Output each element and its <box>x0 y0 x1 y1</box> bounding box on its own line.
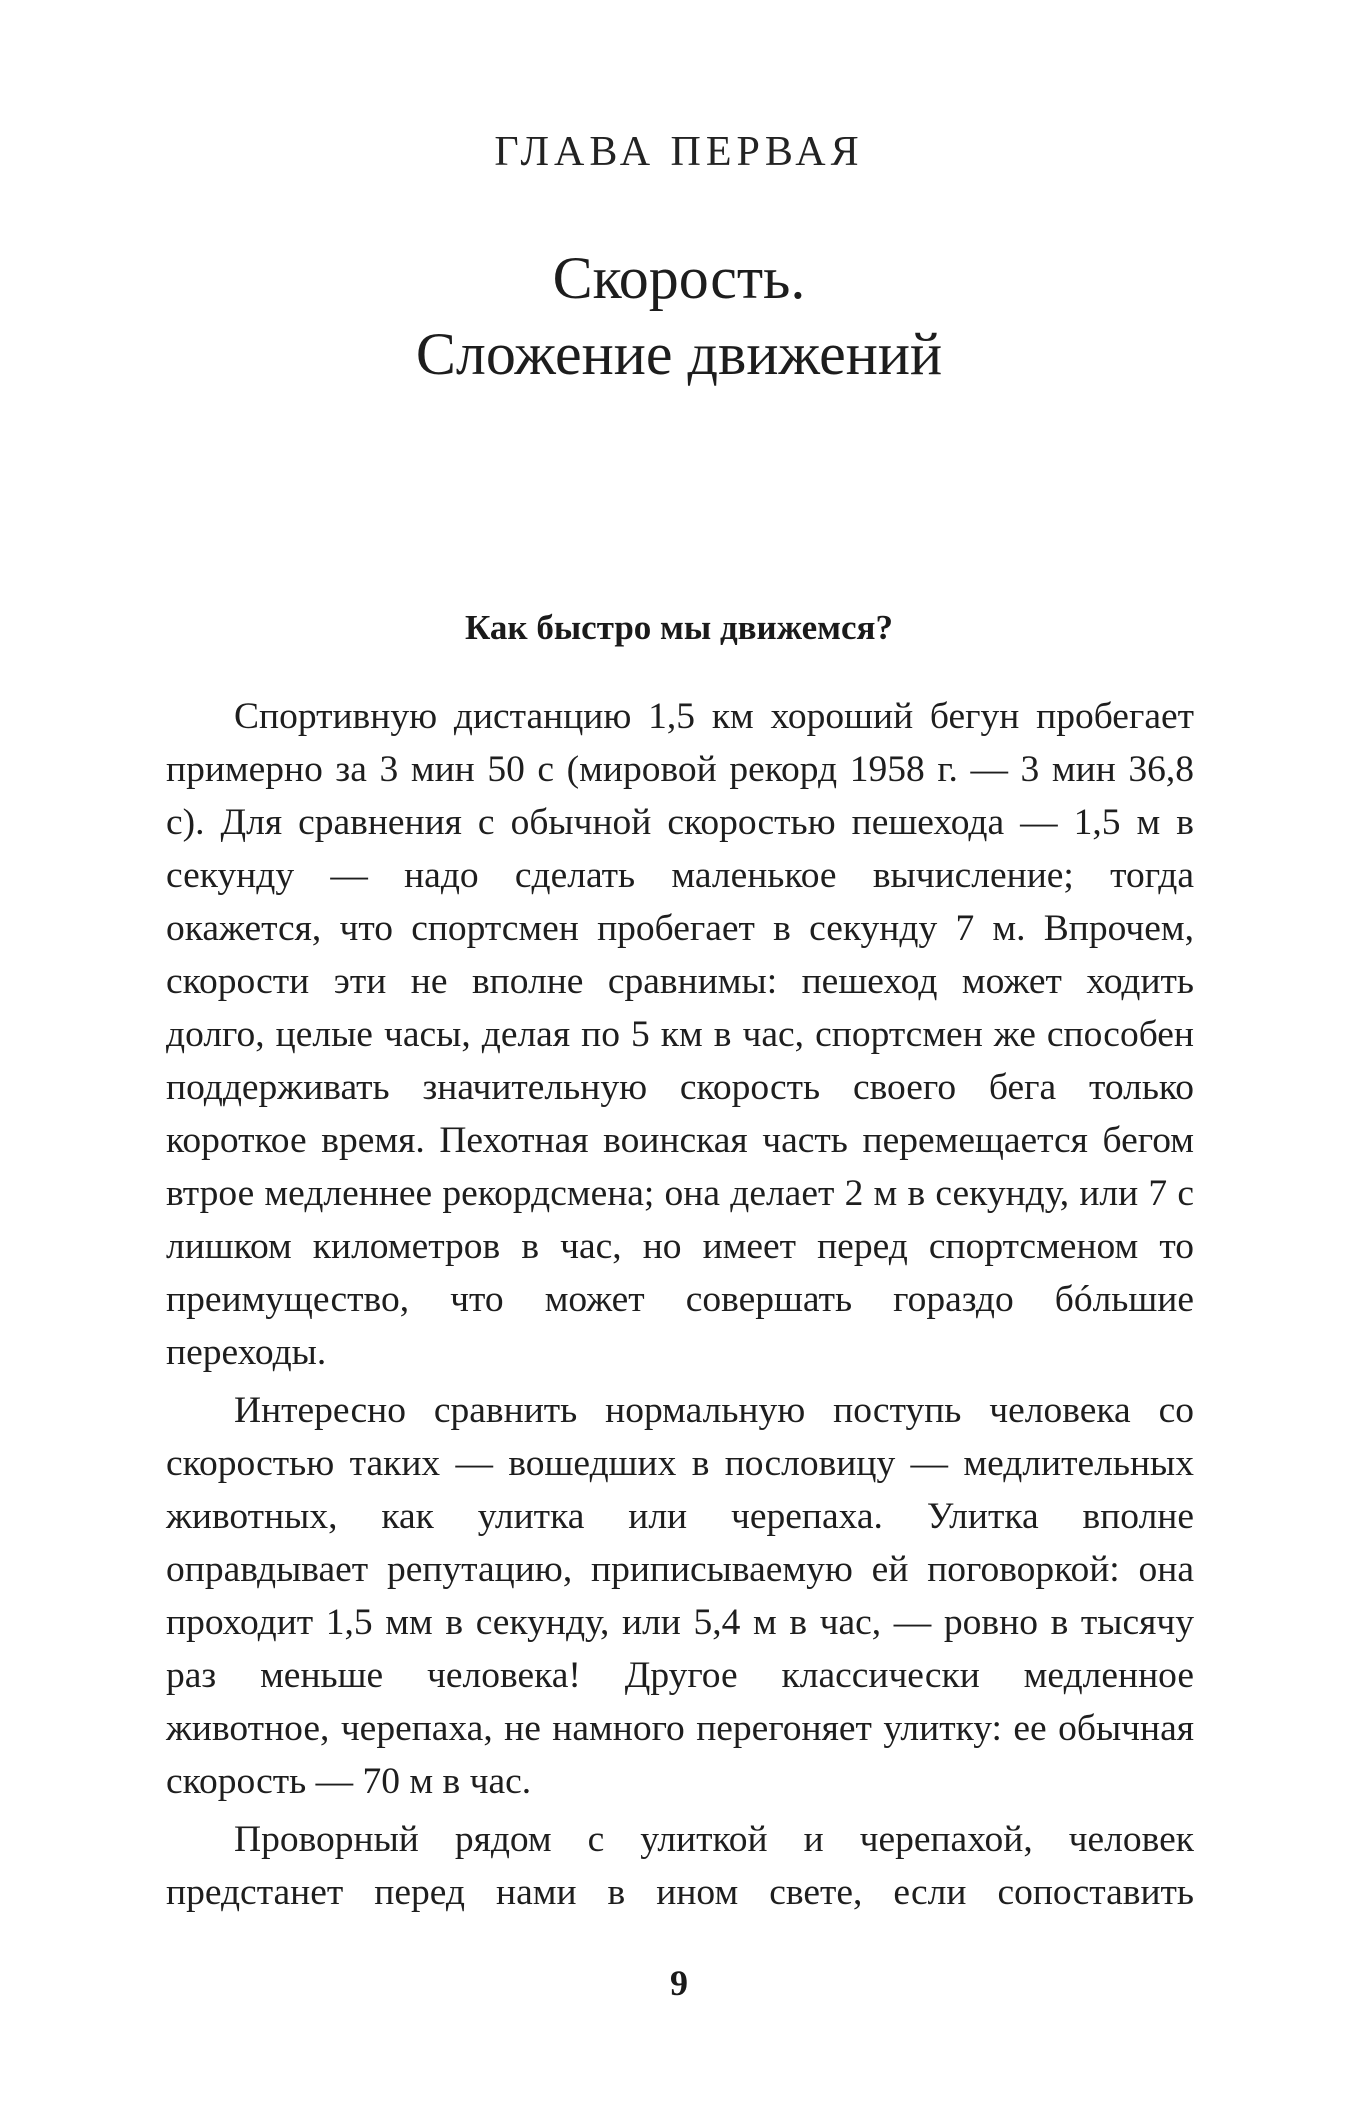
paragraph-2: Интересно сравнить нормальную поступь человека со скоростью таких — вошедших в пословицу — медлительных животных, как улитка или черепаха. Улитка вполне оправдывает репутацию, приписываемую ей поговоркой: она проходит 1,5 мм в секунду, или 5,4 м в час, — ровно в тысячу раз меньше человека! Другое классически медленное животное, черепаха, не намного перегоняет улитку: ее обычная скорость — 70 м в час. <box>166 1390 1194 1802</box>
chapter-title-line-1: Скорость. <box>552 245 806 311</box>
chapter-title-line-2: Сложение движений <box>415 321 943 387</box>
chapter-title <box>0 240 1358 392</box>
body-text <box>166 690 1194 1919</box>
chapter-label: ГЛАВА ПЕРВАЯ <box>494 129 864 175</box>
paragraph-1: Спортивную дистанцию 1,5 км хороший бегун пробегает примерно за 3 мин 50 с (мировой рекорд 1958 г. — 3 мин 36,8 с). Для сравнения с обычной скоростью пешехода — 1,5 м в секунду — надо сделать маленькое вычисление; тогда окажется, что спортсмен пробегает в секунду 7 м. Впрочем, скорости эти не вполне сравнимы: пешеход может ходить долго, целые часы, делая по 5 км в час, спортсмен же способен поддерживать значительную скорость своего бега только короткое время. Пехотная воинская часть перемещается бегом втрое медленнее рекордсмена; она делает 2 м в секунду, или 7 с лишком километров в час, но имеет перед спортсменом то преимущество, что может совершать гораздо бóльшие переходы. <box>166 696 1194 1373</box>
paragraph-3: Проворный рядом с улиткой и черепахой, человек предстанет перед нами в ином свете, если сопоставить <box>166 1819 1194 1913</box>
page-number: 9 <box>670 1963 688 2003</box>
section-heading: Как быстро мы движемся? <box>465 608 893 647</box>
